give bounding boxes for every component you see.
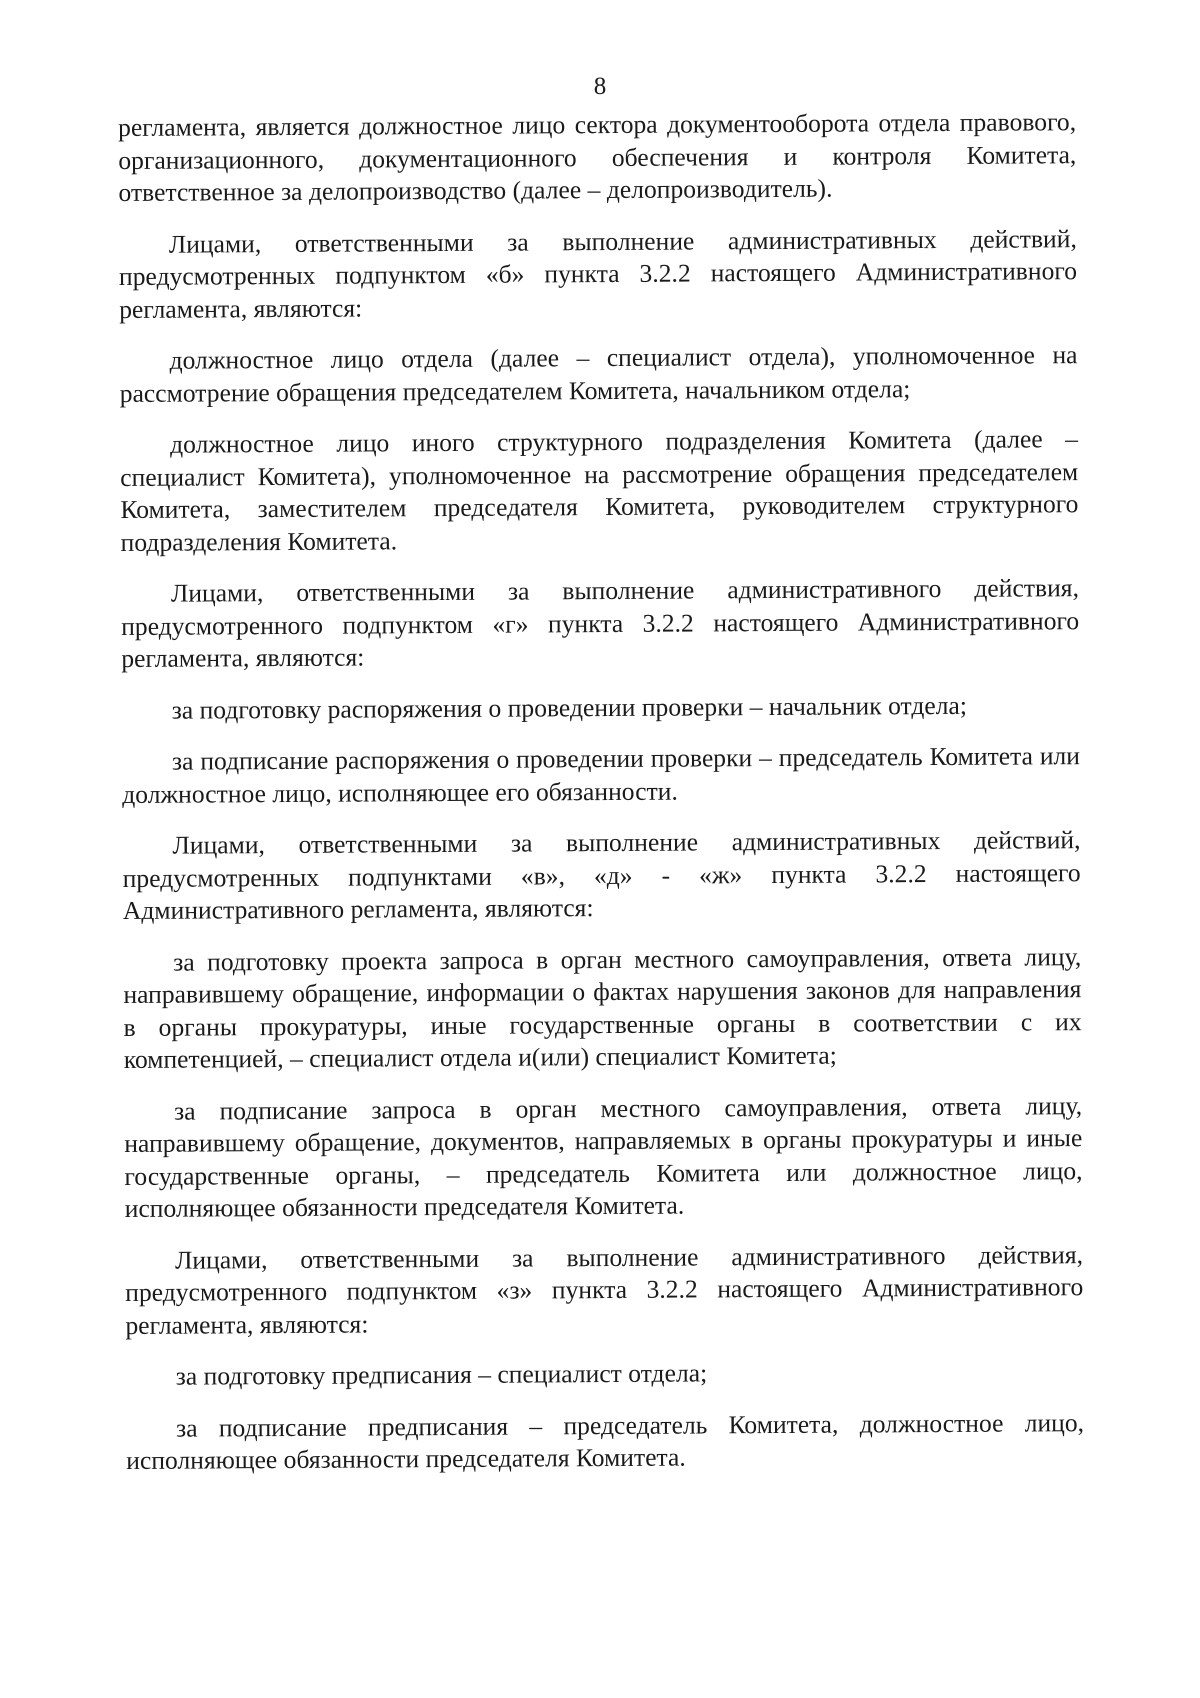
page-number: 8: [593, 73, 607, 100]
paragraph-continuation: регламента, является должностное лицо сектора документооборота отдела правового, организационного, документационного обеспечения и контроля Комитета, ответственное за делопроизводство (далее – делопроизводитель).: [118, 107, 1077, 207]
paragraph-responsible-b: Лицами, ответственными за выполнение административных действий, предусмотренных подпунктом «б» пункта 3.2.2 настоящего Административного регламента, являются:: [118, 223, 1078, 324]
paragraph-request-preparation: за подготовку проекта запроса в орган местного самоуправления, ответа лицу, направившему обращение, информации о фактах нарушения законов для направления в органы прокуратуры, иные государственные органы в соответствии с их компетенцией, – специалист отдела и(или) специалист Комитета;: [123, 941, 1082, 1074]
paragraph-responsible-v-zh: Лицами, ответственными за выполнение административных действий, предусмотренных подпунктами «в», «д» - «ж» пункта 3.2.2 настоящего Административного регламента, являются:: [122, 825, 1081, 925]
paragraph-request-signing: за подписание запроса в орган местного самоуправления, ответа лицу, направившему обращение, документов, направляемых в органы прокуратуры и иные государственные органы, – председатель Комитета или должностное лицо, исполняющее обязанности председателя Комитета.: [124, 1090, 1083, 1223]
paragraph-prescription-preparation: за подготовку предписания – специалист отдела;: [175, 1358, 708, 1391]
paragraph-order-signing: за подписание распоряжения о проведении проверки – председатель Комитета или должностное лицо, исполняющее его обязанности.: [122, 741, 1081, 809]
document-body: [118, 106, 1084, 1496]
paragraph-committee-specialist: должностное лицо иного структурного подразделения Комитета (далее – специалист Комитета), уполномоченное на рассмотрение обращения председателем Комитета, заместителем председателя Комитета, руководителем структурного подразделения Комитета.: [120, 424, 1079, 557]
paragraph-prescription-signing: за подписание предписания – председатель Комитета, должностное лицо, исполняющее обязанности председателя Комитета.: [126, 1407, 1085, 1475]
paragraph-responsible-z: Лицами, ответственными за выполнение административного действия, предусмотренного подпунктом «з» пункта 3.2.2 настоящего Административного регламента, являются:: [125, 1239, 1084, 1340]
paragraph-order-preparation: за подготовку распоряжения о проведении проверки – начальник отдела;: [171, 690, 968, 725]
paragraph-department-specialist: должностное лицо отдела (далее – специалист отдела), уполномоченное на рассмотрение обращения председателем Комитета, начальником отдела;: [119, 340, 1078, 408]
paragraph-responsible-g: Лицами, ответственными за выполнение административного действия, предусмотренного подпунктом «г» пункта 3.2.2 настоящего Административного регламента, являются:: [121, 573, 1080, 673]
